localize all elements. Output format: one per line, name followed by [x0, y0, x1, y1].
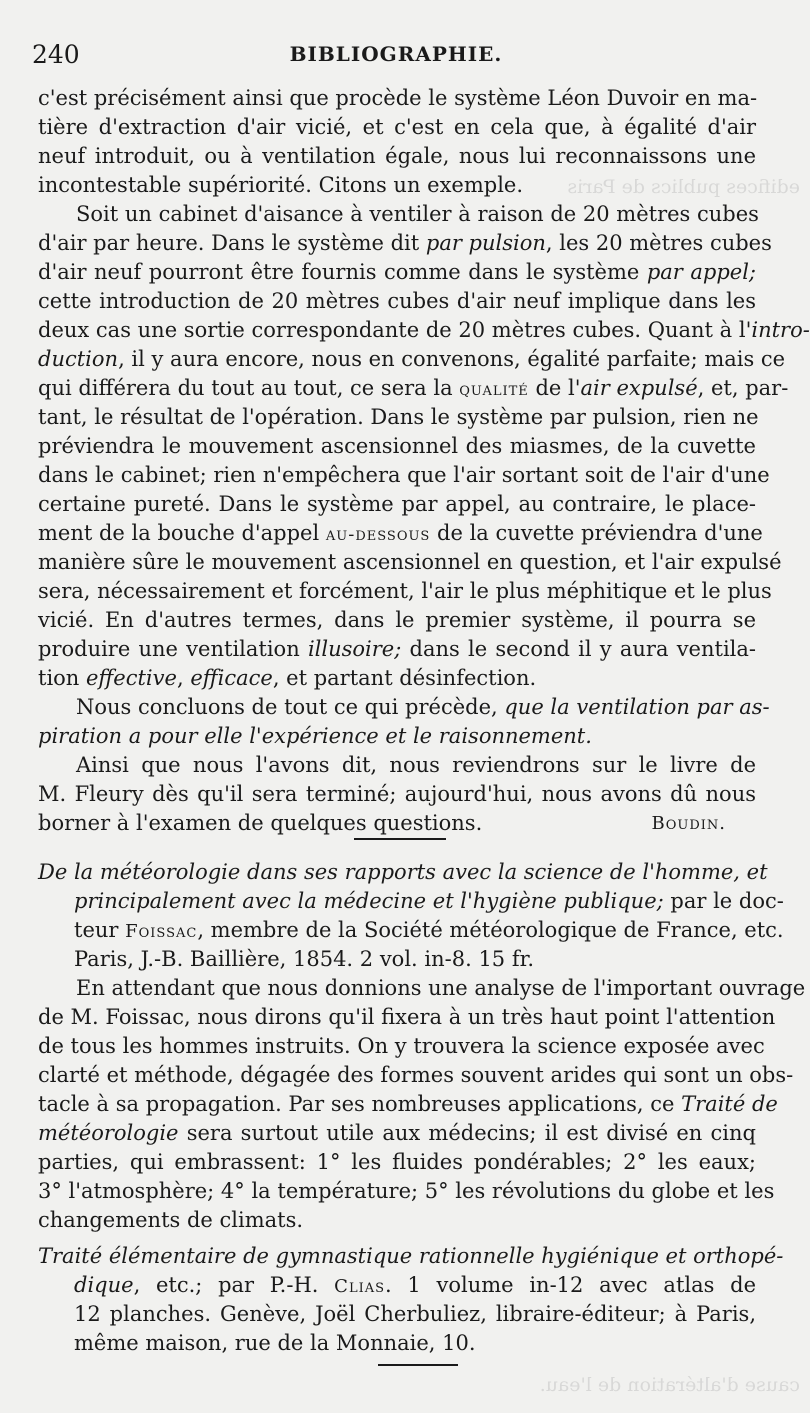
italic-term: Traité de [681, 1092, 778, 1116]
italic-term: que la ventilation par as- [504, 695, 770, 719]
text-line: tière d'extraction d'air vicié, et c'est en cela que, à égalité d'air [38, 115, 756, 139]
italic-term: par pulsion [425, 231, 546, 255]
running-title: BIBLIOGRAPHIE. [289, 42, 503, 66]
text-line: produire une ventilation illusoire; dans le second il y aura ventila- [38, 637, 756, 661]
entry-publisher-line: 12 planches. Genève, Joël Cherbuliez, libraire-éditeur; à Paris, [74, 1302, 756, 1326]
text-line [38, 722, 756, 751]
text-line: d'air par heure. Dans le système dit par pulsion, les 20 mètres cubes [38, 231, 772, 255]
text-line: tant, le résultat de l'opération. Dans le système par pulsion, rien ne [38, 405, 759, 429]
entry-title-line: dique, etc.; par P.-H. Clias. 1 volume in-12 avec atlas de [74, 1273, 756, 1297]
small-caps-term: au-dessous [325, 524, 431, 545]
text-line: neuf introduit, ou à ventilation égale, nous lui reconnaissons une [38, 144, 756, 168]
text-line: tacle à sa propagation. Par ses nombreuses applications, ce Traité de [38, 1092, 778, 1116]
text-line: incontestable supériorité. Citons un exemple. [38, 173, 524, 197]
italic-term: piration a pour elle l'expérience et le raisonnement. [38, 724, 592, 748]
italic-term: par appel; [646, 260, 756, 284]
text-line: 3° l'atmosphère; 4° la température; 5° les révolutions du globe et les [38, 1179, 775, 1203]
bibliography-entry-clias [38, 1242, 784, 1358]
text-line: tion effective, efficace, et partant désinfection. [38, 666, 537, 690]
text-line: c'est précisément ainsi que procède le système Léon Duvoir en ma- [38, 86, 758, 110]
text-line: certaine pureté. Dans le système par appel, au contraire, le place- [38, 492, 756, 516]
text-line: parties, qui embrassent: 1° les fluides pondérables; 2° les eaux; [38, 1150, 756, 1174]
text-line: manière sûre le mouvement ascensionnel en question, et l'air expulsé [38, 550, 782, 574]
text-line: clarté et méthode, dégagée des formes souvent arides qui sont un obs- [38, 1063, 794, 1087]
italic-term: intro- [751, 318, 810, 342]
italic-term: météorologie [38, 1121, 179, 1145]
text-line: dans le cabinet; rien n'empêchera que l'air sortant soit de l'air d'une [38, 463, 770, 487]
entry-title-line: Traité élémentaire de gymnastique rationnelle hygiénique et orthopé- [38, 1244, 784, 1268]
text-line: sera, nécessairement et forcément, l'air le plus méphitique et le plus [38, 579, 772, 603]
entry-title-line: teur Foissac, membre de la Société météorologique de France, etc. [74, 918, 784, 942]
italic-term: illusoire; [307, 637, 402, 661]
section-divider [354, 838, 446, 840]
italic-term: efficace [190, 666, 273, 690]
text-line: cette introduction de 20 mètres cubes d'air neuf implique dans les [38, 289, 756, 313]
text-line: qui différera du tout au tout, ce sera la qualité de l'air expulsé, et, par- [38, 376, 789, 400]
page-header [32, 40, 760, 76]
text-line: Soit un cabinet d'aisance à ventiler à raison de 20 mètres cubes [76, 202, 759, 226]
text-line: borner à l'examen de quelques questions. Boudin. [38, 809, 756, 838]
text-line: duction, il y aura encore, nous en convenons, égalité parfaite; mais ce [38, 347, 786, 371]
text-line: vicié. En d'autres termes, dans le premier système, il pourra se [38, 608, 756, 632]
text-line: de tous les hommes instruits. On y trouvera la science exposée avec [38, 1034, 765, 1058]
section-divider [378, 1364, 458, 1366]
entry-publisher-line: même maison, rue de la Monnaie, 10. [74, 1331, 476, 1355]
text-line: Nous concluons de tout ce qui précède, que la ventilation par as- [76, 695, 770, 719]
italic-term: effective [86, 666, 177, 690]
italic-term: air expulsé [580, 376, 698, 400]
text-line: d'air neuf pourront être fournis comme dans le système par appel; [38, 260, 756, 284]
text-line: Ainsi que nous l'avons dit, nous reviendrons sur le livre de [76, 753, 756, 777]
text-line: deux cas une sortie correspondante de 20 mètres cubes. Quant à l'intro- [38, 318, 810, 342]
author-signature: Boudin. [651, 813, 726, 834]
author-name: Foissac [125, 921, 198, 942]
entry-title-line: De la météorologie dans ses rapports avec la science de l'homme, et [38, 860, 768, 884]
bibliography-entry-foissac [38, 858, 806, 1235]
show-through-bleed: cause d'altération de l'eau. [539, 1374, 800, 1396]
page-number: 240 [32, 40, 80, 69]
small-caps-term: qualité [459, 379, 529, 400]
entry-title-line: principalement avec la médecine et l'hygiène publique; par le doc- [74, 889, 784, 913]
entry-publisher-line: Paris, J.-B. Baillière, 1854. 2 vol. in-8. 15 fr. [74, 947, 535, 971]
text-line: météorologie sera surtout utile aux médecins; il est divisé en cinq [38, 1121, 756, 1145]
text-line: En attendant que nous donnions une analyse de l'important ouvrage [76, 976, 806, 1000]
review-continuation [38, 84, 810, 838]
text-line: M. Fleury dès qu'il sera terminé; aujourd'hui, nous avons dû nous [38, 782, 756, 806]
text-line: préviendra le mouvement ascensionnel des miasmes, de la cuvette [38, 434, 756, 458]
text-line: ment de la bouche d'appel au-dessous de la cuvette préviendra d'une [38, 521, 763, 545]
show-through-bleed: edifices publics de Paris [567, 176, 800, 198]
text-line: de M. Foissac, nous dirons qu'il fixera à un très haut point l'attention [38, 1005, 776, 1029]
text-line: changements de climats. [38, 1208, 304, 1232]
italic-term: duction [38, 347, 119, 371]
author-name: Clias [334, 1276, 386, 1297]
